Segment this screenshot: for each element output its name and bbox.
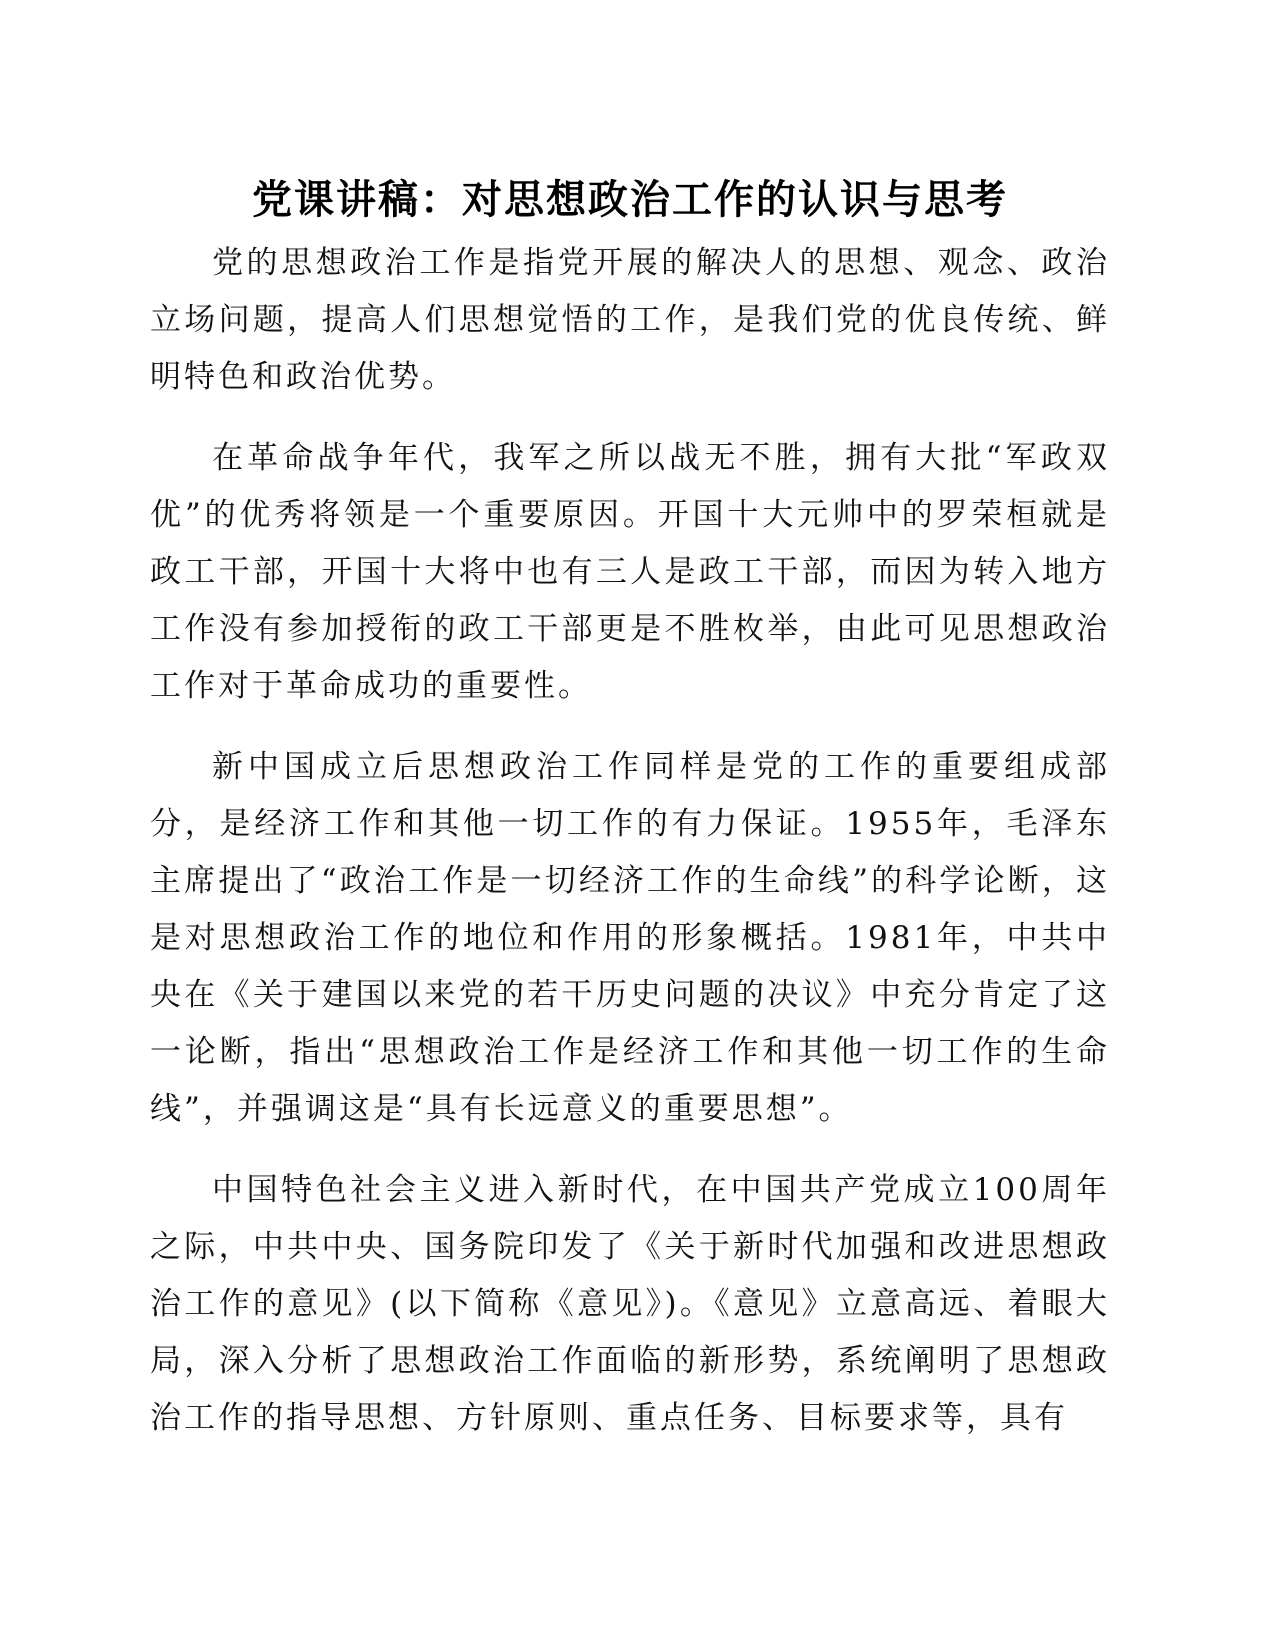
- paragraph-1: 党的思想政治工作是指党开展的解决人的思想、观念、政治立场问题，提高人们思想觉悟的工作，是我们党的优良传统、鲜明特色和政治优势。: [150, 245, 1110, 395]
- paragraph-4: 中国特色社会主义进入新时代，在中国共产党成立100周年之际，中共中央、国务院印发了《关于新时代加强和改进思想政治工作的意见》(以下简称《意见》)。《意见》立意高远、着眼大局，深入分析了思想政治工作面临的新形势，系统阐明了思想政治工作的指导思想、方针原则、重点任务、目标要求等，具有: [150, 1172, 1110, 1436]
- document-page: [150, 165, 1110, 1465]
- paragraph-2: 在革命战争年代，我军之所以战无不胜，拥有大批“军政双优”的优秀将领是一个重要原因。开国十大元帅中的罗荣桓就是政工干部，开国十大将中也有三人是政工干部，而因为转入地方工作没有参加授衔的政工干部更是不胜枚举，由此可见思想政治工作对于革命成功的重要性。: [150, 440, 1110, 704]
- document-title: 党课讲稿：对思想政治工作的认识与思考: [252, 177, 1008, 223]
- paragraph-3: 新中国成立后思想政治工作同样是党的工作的重要组成部分，是经济工作和其他一切工作的有力保证。1955年，毛泽东主席提出了“政治工作是一切经济工作的生命线”的科学论断，这是对思想政治工作的地位和作用的形象概括。1981年，中共中央在《关于建国以来党的若干历史问题的决议》中充分肯定了这一论断，指出“思想政治工作是经济工作和其他一切工作的生命线”，并强调这是“具有长远意义的重要思想”。: [150, 749, 1110, 1127]
